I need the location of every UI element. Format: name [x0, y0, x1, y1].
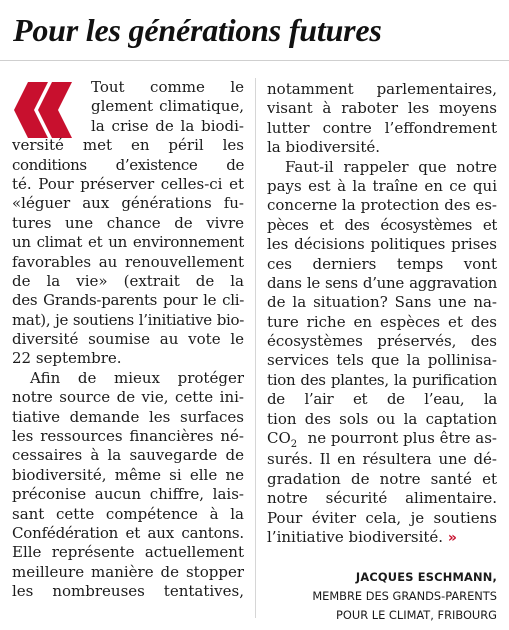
text-line: des Grands-parents pour le cli- — [12, 291, 244, 310]
text-line: les ressources financières né- — [12, 427, 244, 446]
text-line: pèces et des écosystèmes et — [267, 215, 497, 234]
text-line: notamment parlementaires, — [267, 80, 497, 98]
text-line: «léguer aux générations fu- — [12, 194, 244, 213]
text-line: dans le sens d’une aggravation — [267, 273, 497, 292]
author-name: JACQUES ESCHMANN, — [355, 570, 497, 584]
text-line: de la vie» (extrait de la — [12, 271, 244, 290]
text-line: cessaires à la sauvegarde de — [12, 446, 244, 465]
text-line: mat), je soutiens l’initiative bio- — [12, 310, 244, 329]
text-line: ces derniers temps vont — [267, 254, 497, 273]
text-line: tiative demande les surfaces — [12, 407, 244, 426]
text-line: tion des plantes, la purification — [267, 370, 497, 389]
text-line: Tout comme le — [91, 78, 244, 96]
author-affiliation-line2: POUR LE CLIMAT, FRIBOURG — [336, 608, 497, 622]
text-line: biodiversité, même si elle ne — [12, 465, 244, 484]
text-line: tures une chance de vivre — [12, 213, 244, 232]
text-line: 22 septembre. — [12, 349, 122, 368]
text-line: glement climatique, — [91, 97, 244, 116]
text-line: surés. Il en résultera une dé- — [267, 450, 497, 469]
text-line: écosystèmes préservés, des — [267, 332, 497, 351]
text-line: versité met en péril les — [12, 136, 244, 155]
text-line: Confédération et aux cantons. — [12, 524, 244, 542]
text-line: lutter contre l’effondrement — [267, 118, 497, 137]
text-line: Afin de mieux protéger — [30, 368, 244, 387]
article-column-left — [12, 78, 244, 602]
text-line: favorables au renouvellement — [12, 252, 244, 271]
text-line: services tels que la pollinisa- — [267, 351, 497, 370]
text-line: les décisions politiques prises — [267, 235, 497, 254]
text-line: la crise de la biodi- — [91, 116, 244, 135]
text-line: notre source de vie, cette ini- — [12, 388, 244, 407]
text-line: meilleure manière de stopper — [12, 562, 244, 581]
article-column-right — [267, 80, 497, 548]
text-line: Pour éviter cela, je soutiens — [267, 508, 497, 527]
author-affiliation-line1: MEMBRE DES GRANDS-PARENTS — [312, 589, 497, 603]
author-signature — [257, 568, 497, 625]
co2-subscript: 2 — [290, 439, 298, 451]
text-line: gradation de notre santé et — [267, 469, 497, 488]
text-line: ture riche en espèces et des — [267, 312, 497, 331]
text-line: conditions d’existence de — [12, 155, 244, 174]
closing-quote-icon: » — [447, 530, 457, 547]
co2-text: CO — [267, 429, 291, 448]
text-line: visant à raboter les moyens — [267, 99, 497, 118]
text-line: Elle représente actuellement — [12, 543, 244, 562]
text-line — [267, 528, 497, 548]
text-line: de la situation? Sans une na- — [267, 293, 497, 312]
text-line: préconise aucun chiffre, lais- — [12, 485, 244, 504]
column-divider — [255, 78, 256, 618]
text-line: diversité soumise au vote le — [12, 330, 244, 349]
title-divider — [0, 60, 509, 61]
text-line: la biodiversité. — [267, 138, 381, 157]
text-line-end: l’initiative biodiversité. — [267, 528, 444, 547]
text-line: tion des sols ou la captation — [267, 409, 497, 428]
text-line: té. Pour préserver celles-ci et — [12, 174, 244, 193]
text-line: pays est à la traîne en ce qui — [267, 176, 497, 195]
text-line: concerne la protection des es- — [267, 196, 497, 215]
text-line-rest: ne pourront plus être as- — [307, 429, 497, 448]
text-line: les nombreuses tentatives, — [12, 582, 244, 601]
text-line: sant cette compétence à la — [12, 504, 244, 523]
text-line — [267, 429, 497, 450]
text-line: notre sécurité alimentaire. — [267, 489, 497, 508]
text-line: un climat et un environnement — [12, 233, 244, 252]
text-line: de l’air et de l’eau, la — [267, 390, 497, 409]
text-line: Faut-il rappeler que notre — [285, 157, 497, 176]
article-title: Pour les générations futures — [13, 12, 382, 48]
